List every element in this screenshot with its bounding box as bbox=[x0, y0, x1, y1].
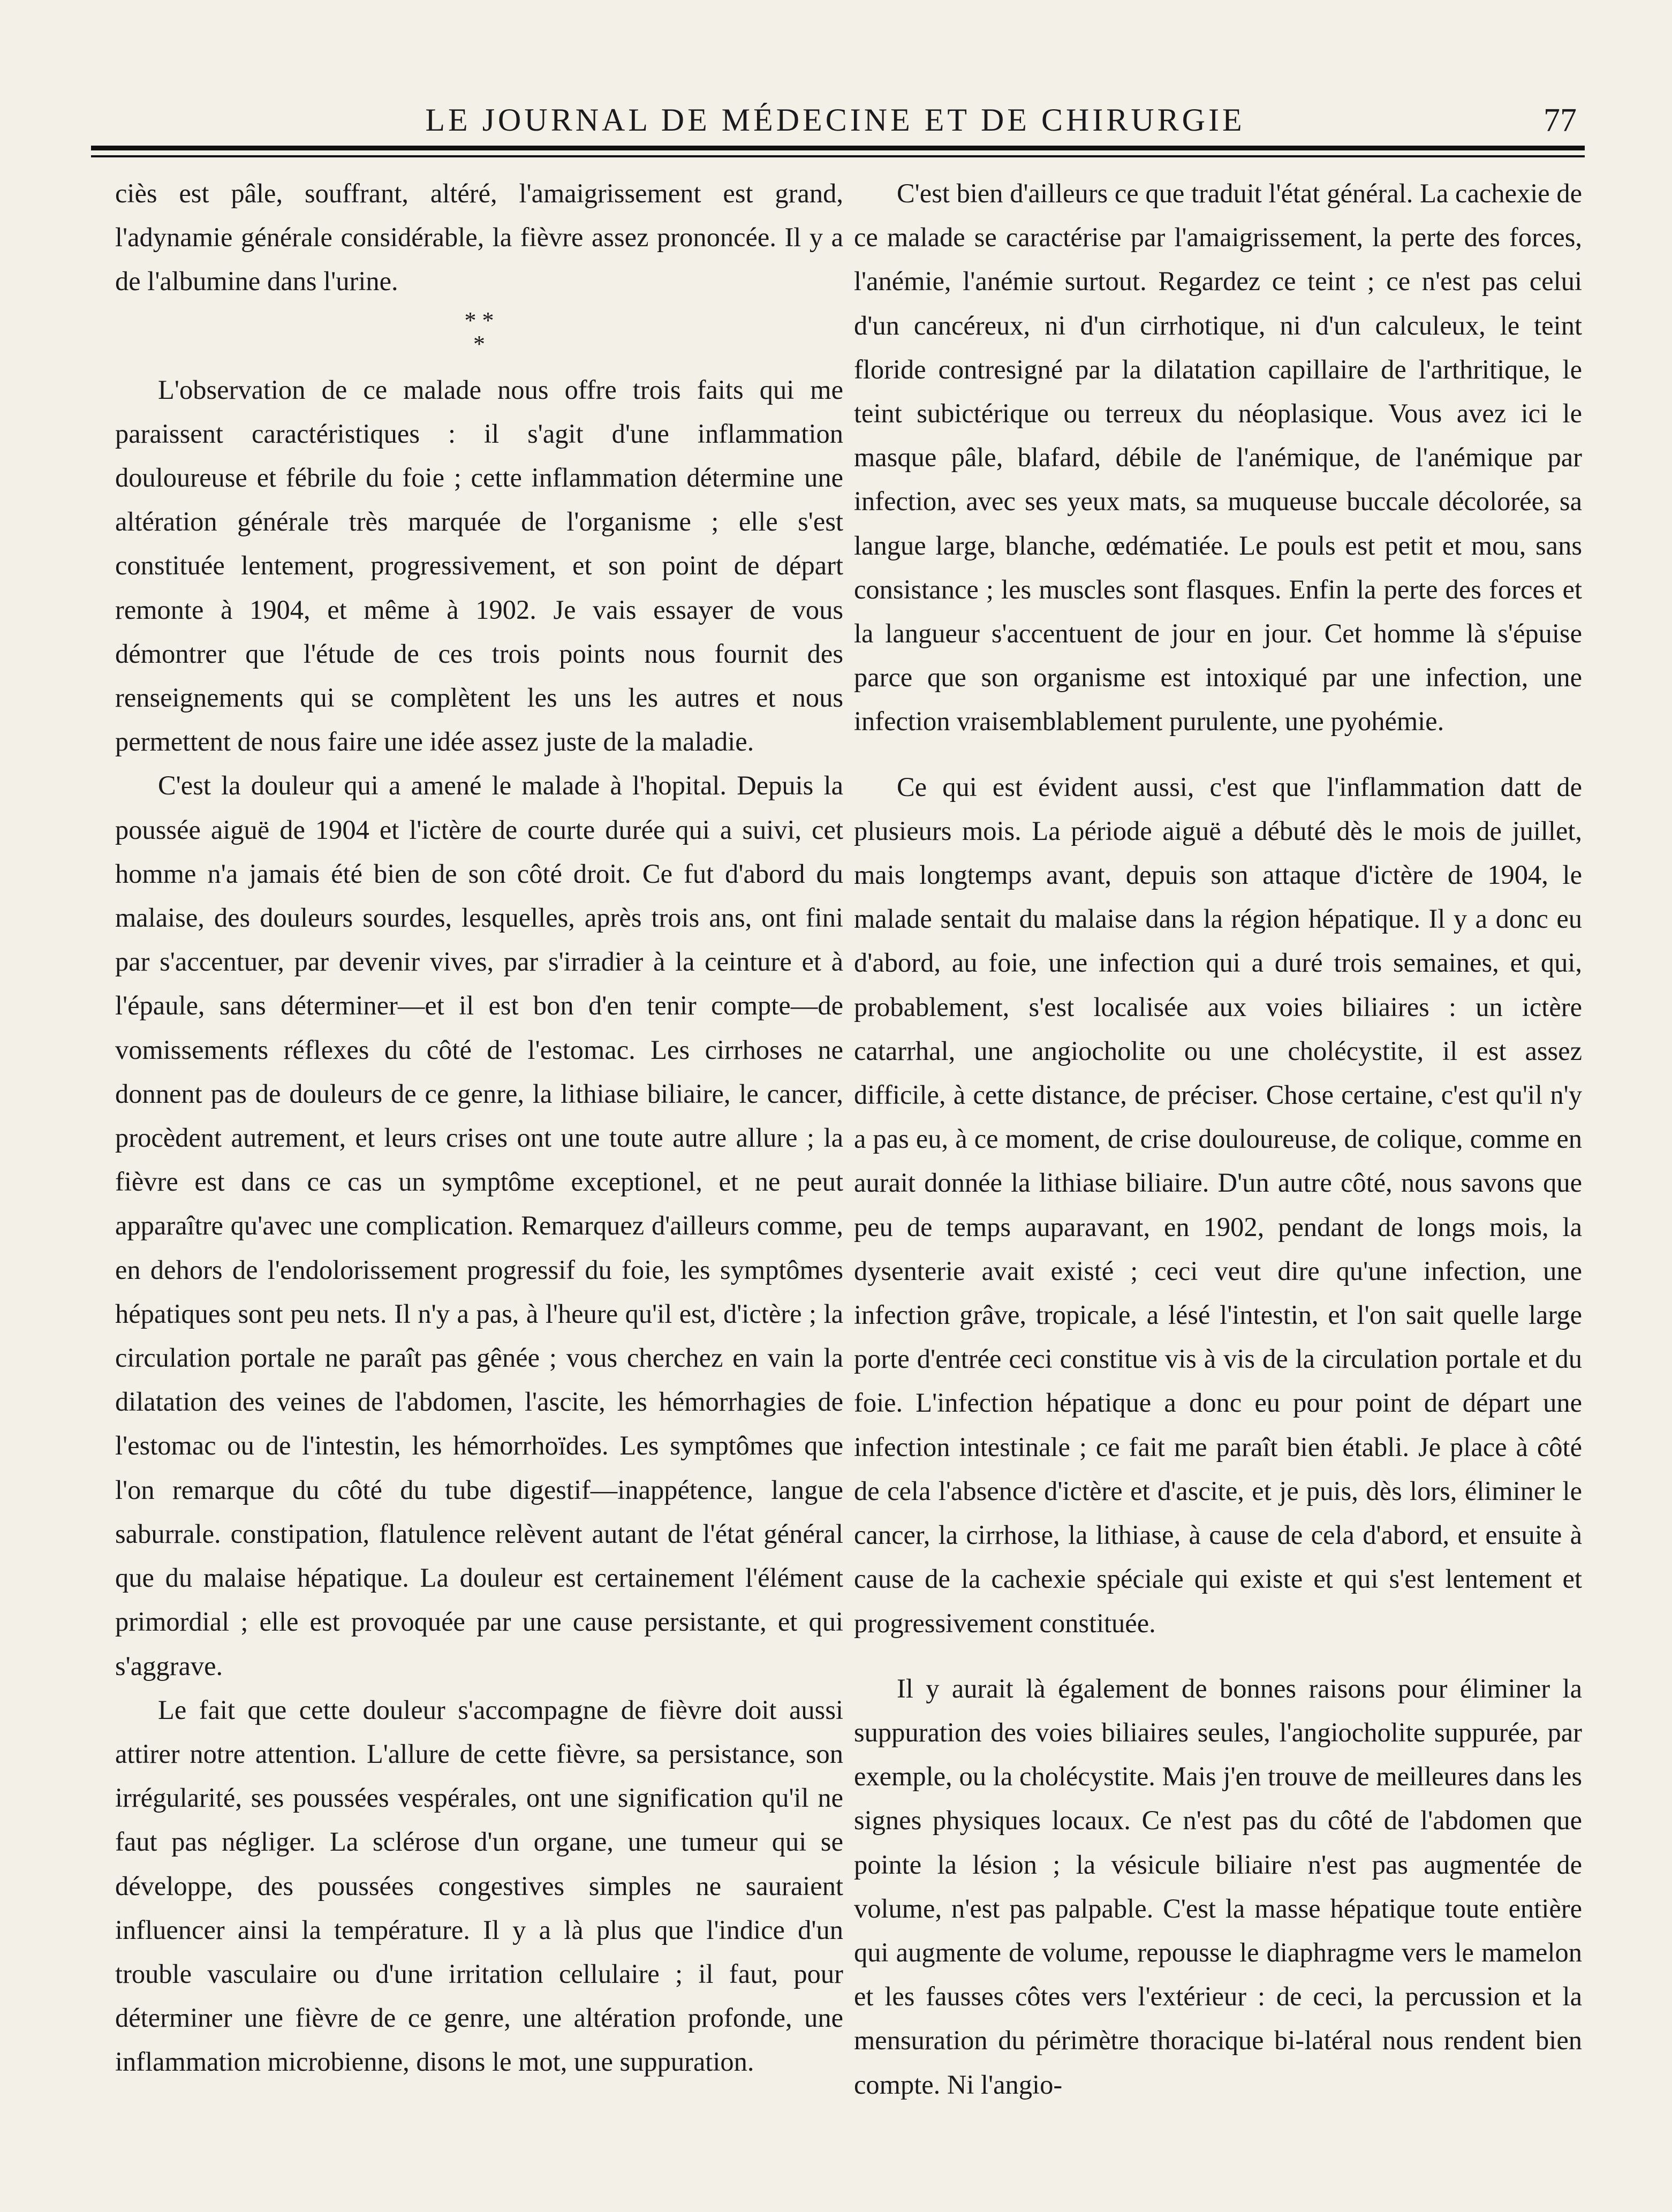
right-column bbox=[854, 171, 1582, 2107]
right-paragraph-3: Il y aurait là également de bonnes raisons pour éliminer la suppuration des voies biliaires seules, l'angiocholite suppurée, par exemple, ou la cholécystite. Mais j'en trouve de meilleures dans les signes physiques locaux. Ce n'est pas du côté de l'abdomen que pointe la lésion ; la vésicule biliaire n'est pas augmentée de volume, n'est pas palpable. C'est la masse hépatique toute entière qui augmente de volume, repousse le diaphragme vers le mamelon et les fausses côtes vers l'extérieur : de ceci, la percussion et la mensuration du périmètre thoracique bi-latéral nous rendent bien compte. Ni l'angio- bbox=[854, 1673, 1582, 2100]
page-number: 77 bbox=[1544, 102, 1577, 139]
header-rule-thick bbox=[91, 146, 1585, 150]
asterism-top: * * bbox=[464, 307, 494, 334]
asterism-bottom: * bbox=[473, 330, 485, 357]
left-paragraph-3: C'est la douleur qui a amené le malade à l'hopital. Depuis la poussée aiguë de 1904 et l'ictère de courte durée qui a suivi, cet homme n'a jamais été bien de son côté droit. Ce fut d'abord du malaise, des douleurs sourdes, lesquelles, après trois ans, ont fini par s'accentuer, par devenir vives, par s'irradier à la ceinture et à l'épaule, sans déterminer—et il est bon d'en tenir compte—de vomissements réflexes du côté de l'estomac. Les cirrhoses ne donnent pas de douleurs de ce genre, la lithiase biliaire, le cancer, procèdent autrement, et leurs crises ont une toute autre allure ; la fièvre est dans ce cas un symptôme exceptionel, et ne peut apparaître qu'avec une complication. Remarquez d'ailleurs comme, en dehors de l'endolorissement progressif du foie, les symptômes hépatiques sont peu nets. Il n'y a pas, à l'heure qu'il est, d'ictère ; la circulation portale ne paraît pas gênée ; vous cherchez en vain la dilatation des veines de l'abdomen, l'ascite, les hémorrhagies de l'estomac ou de l'intestin, les hémorrhoïdes. Les symptômes que l'on remarque du côté du tube digestif—inappétence, langue saburrale. constipation, flatulence relèvent autant de l'état général que du malaise hépatique. La douleur est certainement l'élément primordial ; elle est provoquée par une cause persistante, et qui s'aggrave. bbox=[115, 770, 843, 1681]
journal-title: LE JOURNAL DE MÉDECINE ET DE CHIRURGIE bbox=[425, 102, 1245, 138]
right-paragraph-1: C'est bien d'ailleurs ce que traduit l'état général. La cachexie de ce malade se caractérise par l'amaigrissement, la perte des forces, l'anémie, l'anémie surtout. Regardez ce teint ; ce n'est pas celui d'un cancéreux, ni d'un cirrhotique, ni d'un calculeux, le teint floride contresigné par la dilatation capillaire de l'arthritique, le teint subictérique ou terreux du néoplasique. Vous avez ici le masque pâle, blafard, débile de l'anémique, de l'anémique par infection, avec ses yeux mats, sa muqueuse buccale décolorée, sa langue large, blanche, œdématiée. Le pouls est petit et mou, sans consistance ; les muscles sont flasques. Enfin la perte des forces et la langueur s'accentuent de jour en jour. Cet homme là s'épuise parce que son organisme est intoxiqué par une infection, une infection vraisemblablement purulente, une pyohémie. bbox=[854, 178, 1582, 737]
section-asterism bbox=[115, 304, 843, 368]
paragraph-gap bbox=[854, 744, 1582, 765]
left-paragraph-2: L'observation de ce malade nous offre trois faits qui me paraissent caractéristiques : il s'agit d'une inflammation douloureuse et fébrile du foie ; cette inflammation détermine une altération générale très marquée de l'organisme ; elle s'est constituée lentement, progressivement, et son point de départ remonte à 1904, et même à 1902. Je vais essayer de vous démontrer que l'étude de ces trois points nous fournit des renseignements qui se complètent les uns les autres et nous permettent de nous faire une idée assez juste de la maladie. bbox=[115, 374, 843, 757]
left-paragraph-4: Le fait que cette douleur s'accompagne de fièvre doit aussi attirer notre attention. L'allure de cette fièvre, sa persistance, son irrégularité, ses poussées vespérales, ont une signification qu'il ne faut pas négliger. La sclérose d'un organe, une tumeur qui se développe, des poussées congestives simples ne sauraient influencer ainsi la température. Il y a là plus que l'indice d'un trouble vasculaire ou d'une irritation cellulaire ; il faut, pour déterminer une fièvre de ce genre, une altération profonde, une inflammation microbienne, disons le mot, une suppuration. bbox=[115, 1694, 843, 2077]
running-header bbox=[88, 102, 1582, 150]
right-paragraph-2: Ce qui est évident aussi, c'est que l'inflammation datt de plusieurs mois. La période aiguë a débuté dès le mois de juillet, mais longtemps avant, depuis son attaque d'ictère de 1904, le malade sentait du malaise dans la région hépatique. Il y a donc eu d'abord, au foie, une infection qui a duré trois semaines, et qui, probablement, s'est localisée aux voies biliaires : un ictère catarrhal, une angiocholite ou une cholécystite, il est assez difficile, à cette distance, de préciser. Chose certaine, c'est qu'il n'y a pas eu, à ce moment, de crise douloureuse, de colique, comme en aurait donnée la lithiase biliaire. D'un autre côté, nous savons que peu de temps auparavant, en 1902, pendant de longs mois, la dysenterie avait existé ; ceci veut dire qu'une infection, une infection grâve, tropicale, a lésé l'intestin, et l'on sait quelle large porte d'entrée ceci constitue vis à vis de la circulation portale et du foie. L'infection hépatique a donc eu pour point de départ une infection intestinale ; ce fait me paraît bien établi. Je place à côté de cela l'absence d'ictère et d'ascite, et je puis, dès lors, éliminer le cancer, la cirrhose, la lithiase, à cause de cela d'abord, et ensuite à cause de la cachexie spéciale qui existe et qui s'est lentement et progressivement constituée. bbox=[854, 771, 1582, 1638]
paragraph-gap bbox=[854, 1645, 1582, 1666]
left-column bbox=[115, 171, 843, 2084]
left-paragraph-1: ciès est pâle, souffrant, altéré, l'amaigrissement est grand, l'adynamie générale considérable, la fièvre assez prononcée. Il y a de l'albumine dans l'urine. bbox=[115, 178, 843, 297]
header-rule-thin bbox=[91, 155, 1585, 157]
